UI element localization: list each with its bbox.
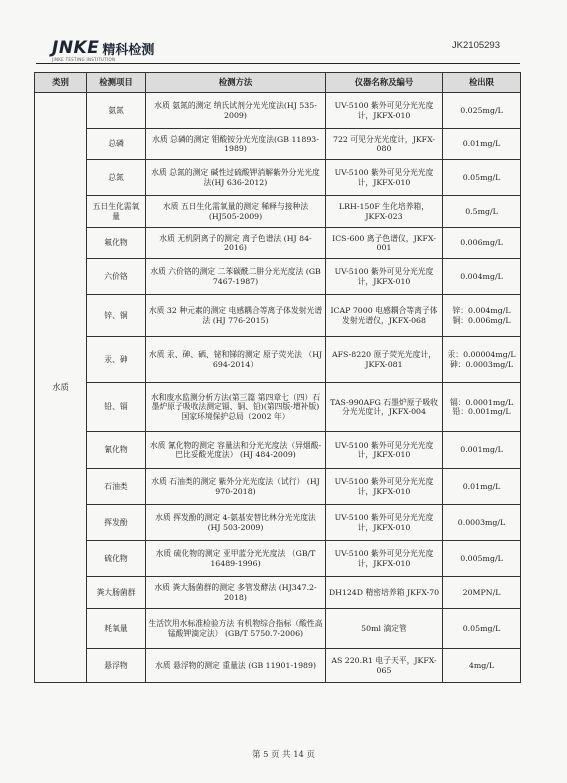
column-header-item: 检测项目 — [87, 73, 146, 93]
item-cell: 硫化物 — [87, 541, 146, 577]
limit-cell: 4mg/L — [443, 649, 521, 683]
method-cell: 水质 粪大肠菌群的测定 多管发酵法 (HJ347.2-2018) — [146, 577, 326, 609]
item-cell: 悬浮物 — [87, 649, 146, 683]
instrument-cell: UV-5100 紫外可见分光光度计，JKFX-010 — [326, 160, 443, 196]
table-row — [35, 577, 521, 609]
table-row — [35, 541, 521, 577]
limit-cell: 0.5mg/L — [443, 196, 521, 228]
page-header — [52, 38, 500, 62]
item-cell: 锌、铜 — [87, 295, 146, 337]
table-row — [35, 129, 521, 160]
limit-cell: 0.025mg/L — [443, 93, 521, 129]
limit-cell: 20MPN/L — [443, 577, 521, 609]
column-header-method: 检测方法 — [146, 73, 326, 93]
limit-cell: 0.006mg/L — [443, 228, 521, 259]
table-row — [35, 649, 521, 683]
instrument-cell: 722 可见分光光度计，JKFX-080 — [326, 129, 443, 160]
item-cell: 总磷 — [87, 129, 146, 160]
column-header-category: 类别 — [35, 73, 87, 93]
table-row — [35, 505, 521, 541]
item-cell: 氨氮 — [87, 93, 146, 129]
limit-cell: 0.01mg/L — [443, 469, 521, 505]
limit-cell: 0.01mg/L — [443, 129, 521, 160]
column-header-limit: 检出限 — [443, 73, 521, 93]
instrument-cell: UV-5100 紫外可见分光光度计，JKFX-010 — [326, 432, 443, 469]
limit-cell: 0.004mg/L — [443, 259, 521, 295]
method-cell: 水质 硫化物的测定 亚甲蓝分光光度法 （GB/T 16489-1996) — [146, 541, 326, 577]
instrument-cell: LRH-150F 生化培养箱，JKFX-023 — [326, 196, 443, 228]
limit-cell: 0.001mg/L — [443, 432, 521, 469]
method-cell: 水质 32 种元素的测定 电感耦合等离子体发射光谱法 (HJ 776-2015) — [146, 295, 326, 337]
item-cell: 耗氧量 — [87, 609, 146, 649]
limit-cell: 0.05mg/L — [443, 609, 521, 649]
item-cell: 铅、镉 — [87, 383, 146, 432]
page-number: 第 5 页 共 14 页 — [252, 749, 315, 759]
company-logo — [52, 38, 154, 58]
table-row — [35, 196, 521, 228]
method-cell: 水质 氨氮的测定 纳氏试剂分光光度法(HJ 535-2009) — [146, 93, 326, 129]
table-row — [35, 295, 521, 337]
instrument-cell: TAS-990AFG 石墨炉原子吸收分光光度计，JKFX-004 — [326, 383, 443, 432]
column-header-instrument: 仪器名称及编号 — [326, 73, 443, 93]
method-cell: 水质 总磷的测定 钼酸铵分光光度法(GB 11893-1989) — [146, 129, 326, 160]
instrument-cell: AFS-8220 原子荧光光度计，JKFX-081 — [326, 337, 443, 383]
item-cell: 总氮 — [87, 160, 146, 196]
method-cell: 生活饮用水标准检验方法 有机物综合指标（酸性高锰酸钾滴定法） (GB/T 5750.7-2006) — [146, 609, 326, 649]
limit-cell: 镉：0.0001mg/L 铅：0.001mg/L — [443, 383, 521, 432]
item-cell: 五日生化需氧量 — [87, 196, 146, 228]
logo-subtitle: JINKE TESTING INSTITUTION — [52, 57, 116, 62]
table-row — [35, 609, 521, 649]
table-header-row — [35, 73, 521, 93]
method-cell: 水质 氰化物的测定 容量法和分光光度法（异烟酸-巴比妥酸光度法） (HJ 484-2009) — [146, 432, 326, 469]
instrument-cell: DH124D 精密培养箱 JKFX-70 — [326, 577, 443, 609]
instrument-cell: 50ml 滴定管 — [326, 609, 443, 649]
instrument-cell: ICAP 7000 电感耦合等离子体发射光谱仪，JKFX-068 — [326, 295, 443, 337]
item-cell: 粪大肠菌群 — [87, 577, 146, 609]
item-cell: 石油类 — [87, 469, 146, 505]
limit-cell: 汞：0.00004mg/L 砷：0.0003mg/L — [443, 337, 521, 383]
table-row — [35, 383, 521, 432]
instrument-cell: UV-5100 紫外可见分光光度计，JKFX-010 — [326, 469, 443, 505]
instrument-cell: UV-5100 紫外可见分光光度计，JKFX-010 — [326, 93, 443, 129]
table-row — [35, 469, 521, 505]
logo-text: JNKE — [52, 38, 100, 58]
method-cell: 水质 悬浮物的测定 重量法 (GB 11901-1989) — [146, 649, 326, 683]
category-cell: 水质 — [35, 93, 87, 683]
method-cell: 水质 总氮的测定 碱性过硫酸钾消解紫外分光光度法(HJ 636-2012) — [146, 160, 326, 196]
method-cell: 水质 六价铬的测定 二苯碳酰二肼分光光度法 (GB 7467-1987) — [146, 259, 326, 295]
method-cell: 水质 挥发酚的测定 4-氨基安替比林分光光度法 (HJ 503-2009) — [146, 505, 326, 541]
table-row — [35, 228, 521, 259]
method-cell: 水质 汞、砷、硒、铋和锑的测定 原子荧光法 （HJ 694-2014） — [146, 337, 326, 383]
method-cell: 水质 无机阴离子的测定 离子色谱法 (HJ 84-2016) — [146, 228, 326, 259]
table-row — [35, 432, 521, 469]
item-cell: 挥发酚 — [87, 505, 146, 541]
logo-chinese-name: 精科检测 — [102, 42, 155, 58]
document-number: JK2105293 — [451, 40, 500, 51]
method-cell: 水和废水监测分析方法(第三篇 第四章七（四）石墨炉原子吸收法测定镉、铜、铅)(第四版-增补版) 国家环境保护总局（2002 年） — [146, 383, 326, 432]
instrument-cell: ICS-600 离子色谱仪，JKFX-001 — [326, 228, 443, 259]
table-row — [35, 337, 521, 383]
item-cell: 汞、砷 — [87, 337, 146, 383]
instrument-cell: UV-5100 紫外可见分光光度计，JKFX-010 — [326, 259, 443, 295]
table-row — [35, 160, 521, 196]
item-cell: 六价铬 — [87, 259, 146, 295]
limit-cell: 0.005mg/L — [443, 541, 521, 577]
method-cell: 水质 五日生化需氧量的测定 稀释与接种法 (HJ505-2009) — [146, 196, 326, 228]
table-row — [35, 259, 521, 295]
instrument-cell: AS 220.R1 电子天平，JKFX-065 — [326, 649, 443, 683]
limit-cell: 0.0003mg/L — [443, 505, 521, 541]
table-row — [35, 93, 521, 129]
header-rule — [36, 63, 520, 64]
instrument-cell: UV-5100 紫外可见分光光度计，JKFX-010 — [326, 541, 443, 577]
item-cell: 氟化物 — [87, 228, 146, 259]
item-cell: 氰化物 — [87, 432, 146, 469]
method-cell: 水质 石油类的测定 紫外分光光度法（试行） (HJ 970-2018) — [146, 469, 326, 505]
limit-cell: 0.05mg/L — [443, 160, 521, 196]
instrument-cell: UV-5100 紫外可见分光光度计，JKFX-010 — [326, 505, 443, 541]
limit-cell: 锌：0.004mg/L 铜：0.006mg/L — [443, 295, 521, 337]
testing-methods-table — [34, 72, 521, 683]
